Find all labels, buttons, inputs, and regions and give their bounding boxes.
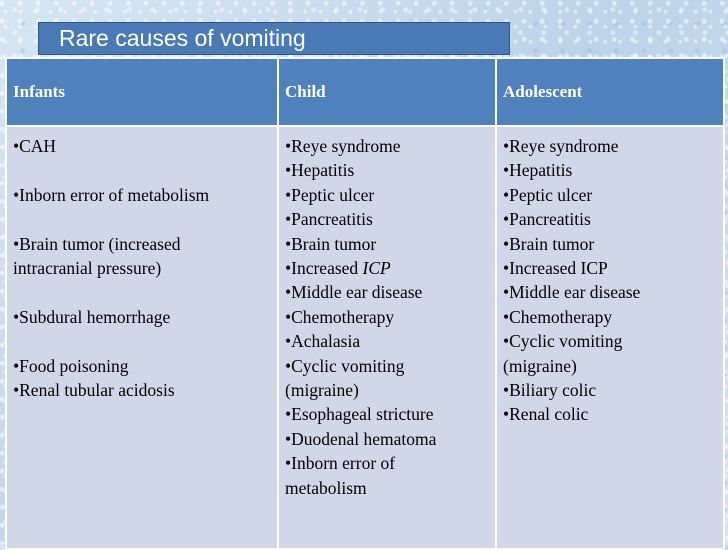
list-item: •Renal colic — [503, 404, 589, 425]
infants-list — [13, 134, 271, 402]
list-item: •Increased ICP — [503, 258, 608, 279]
child-list-item-icp — [285, 256, 489, 280]
list-item: •Esophageal stricture — [285, 404, 434, 425]
list-item: •Reye syndrome — [285, 136, 401, 156]
icp-abbreviation: ICP — [362, 258, 391, 279]
icp-prefix: •Increased — [285, 258, 363, 279]
causes-table — [5, 57, 725, 550]
list-item: •Reye syndrome — [503, 136, 619, 156]
list-item: •Cyclic vomiting — [285, 355, 405, 376]
list-item: •Subdural hemorrhage — [13, 306, 171, 327]
list-item: intracranial pressure) — [13, 258, 162, 278]
list-item: •Brain tumor — [285, 233, 377, 254]
list-spacer — [13, 158, 271, 182]
list-item: •Inborn error of — [285, 453, 396, 474]
causes-row — [6, 126, 724, 549]
list-item: •Brain tumor — [503, 233, 595, 254]
header-infants: Infants — [6, 58, 278, 126]
child-list — [285, 134, 489, 500]
list-item: •Hepatitis — [285, 160, 355, 181]
list-item: •Middle ear disease — [285, 282, 423, 303]
child-list-part1 — [285, 134, 489, 256]
list-item: •Hepatitis — [503, 160, 573, 181]
child-list-part2 — [285, 280, 489, 500]
list-item: •Inborn error of metabolism — [13, 184, 210, 205]
list-item: •Chemotherapy — [285, 306, 395, 327]
adolescent-list — [503, 134, 717, 427]
list-item: •CAH — [13, 136, 57, 156]
slide-title: Rare causes of vomiting — [38, 22, 510, 55]
child-cell — [278, 126, 496, 549]
list-item: •Food poisoning — [13, 355, 129, 376]
header-adolescent: Adolescent — [496, 58, 724, 126]
list-item: •Biliary colic — [503, 380, 597, 401]
list-item: •Renal tubular acidosis — [13, 380, 175, 400]
infants-cell — [6, 126, 278, 549]
list-item: •Peptic ulcer — [503, 184, 593, 205]
list-item: •Middle ear disease — [503, 282, 641, 303]
list-item: •Achalasia — [285, 331, 361, 352]
list-item: •Peptic ulcer — [285, 184, 375, 205]
list-item: •Chemotherapy — [503, 306, 613, 327]
list-item: •Duodenal hematoma — [285, 428, 437, 449]
header-child: Child — [278, 58, 496, 126]
list-item: (migraine) — [503, 355, 577, 376]
list-item: •Cyclic vomiting — [503, 331, 623, 352]
header-row — [6, 58, 724, 126]
list-spacer — [13, 329, 271, 353]
list-spacer — [13, 207, 271, 231]
list-item: (migraine) — [285, 380, 359, 401]
list-item: •Brain tumor (increased — [13, 233, 181, 254]
adolescent-cell — [496, 126, 724, 549]
list-spacer — [13, 280, 271, 304]
list-item: •Pancreatitis — [285, 209, 373, 230]
list-item: •Pancreatitis — [503, 209, 591, 230]
list-item: metabolism — [285, 477, 367, 498]
